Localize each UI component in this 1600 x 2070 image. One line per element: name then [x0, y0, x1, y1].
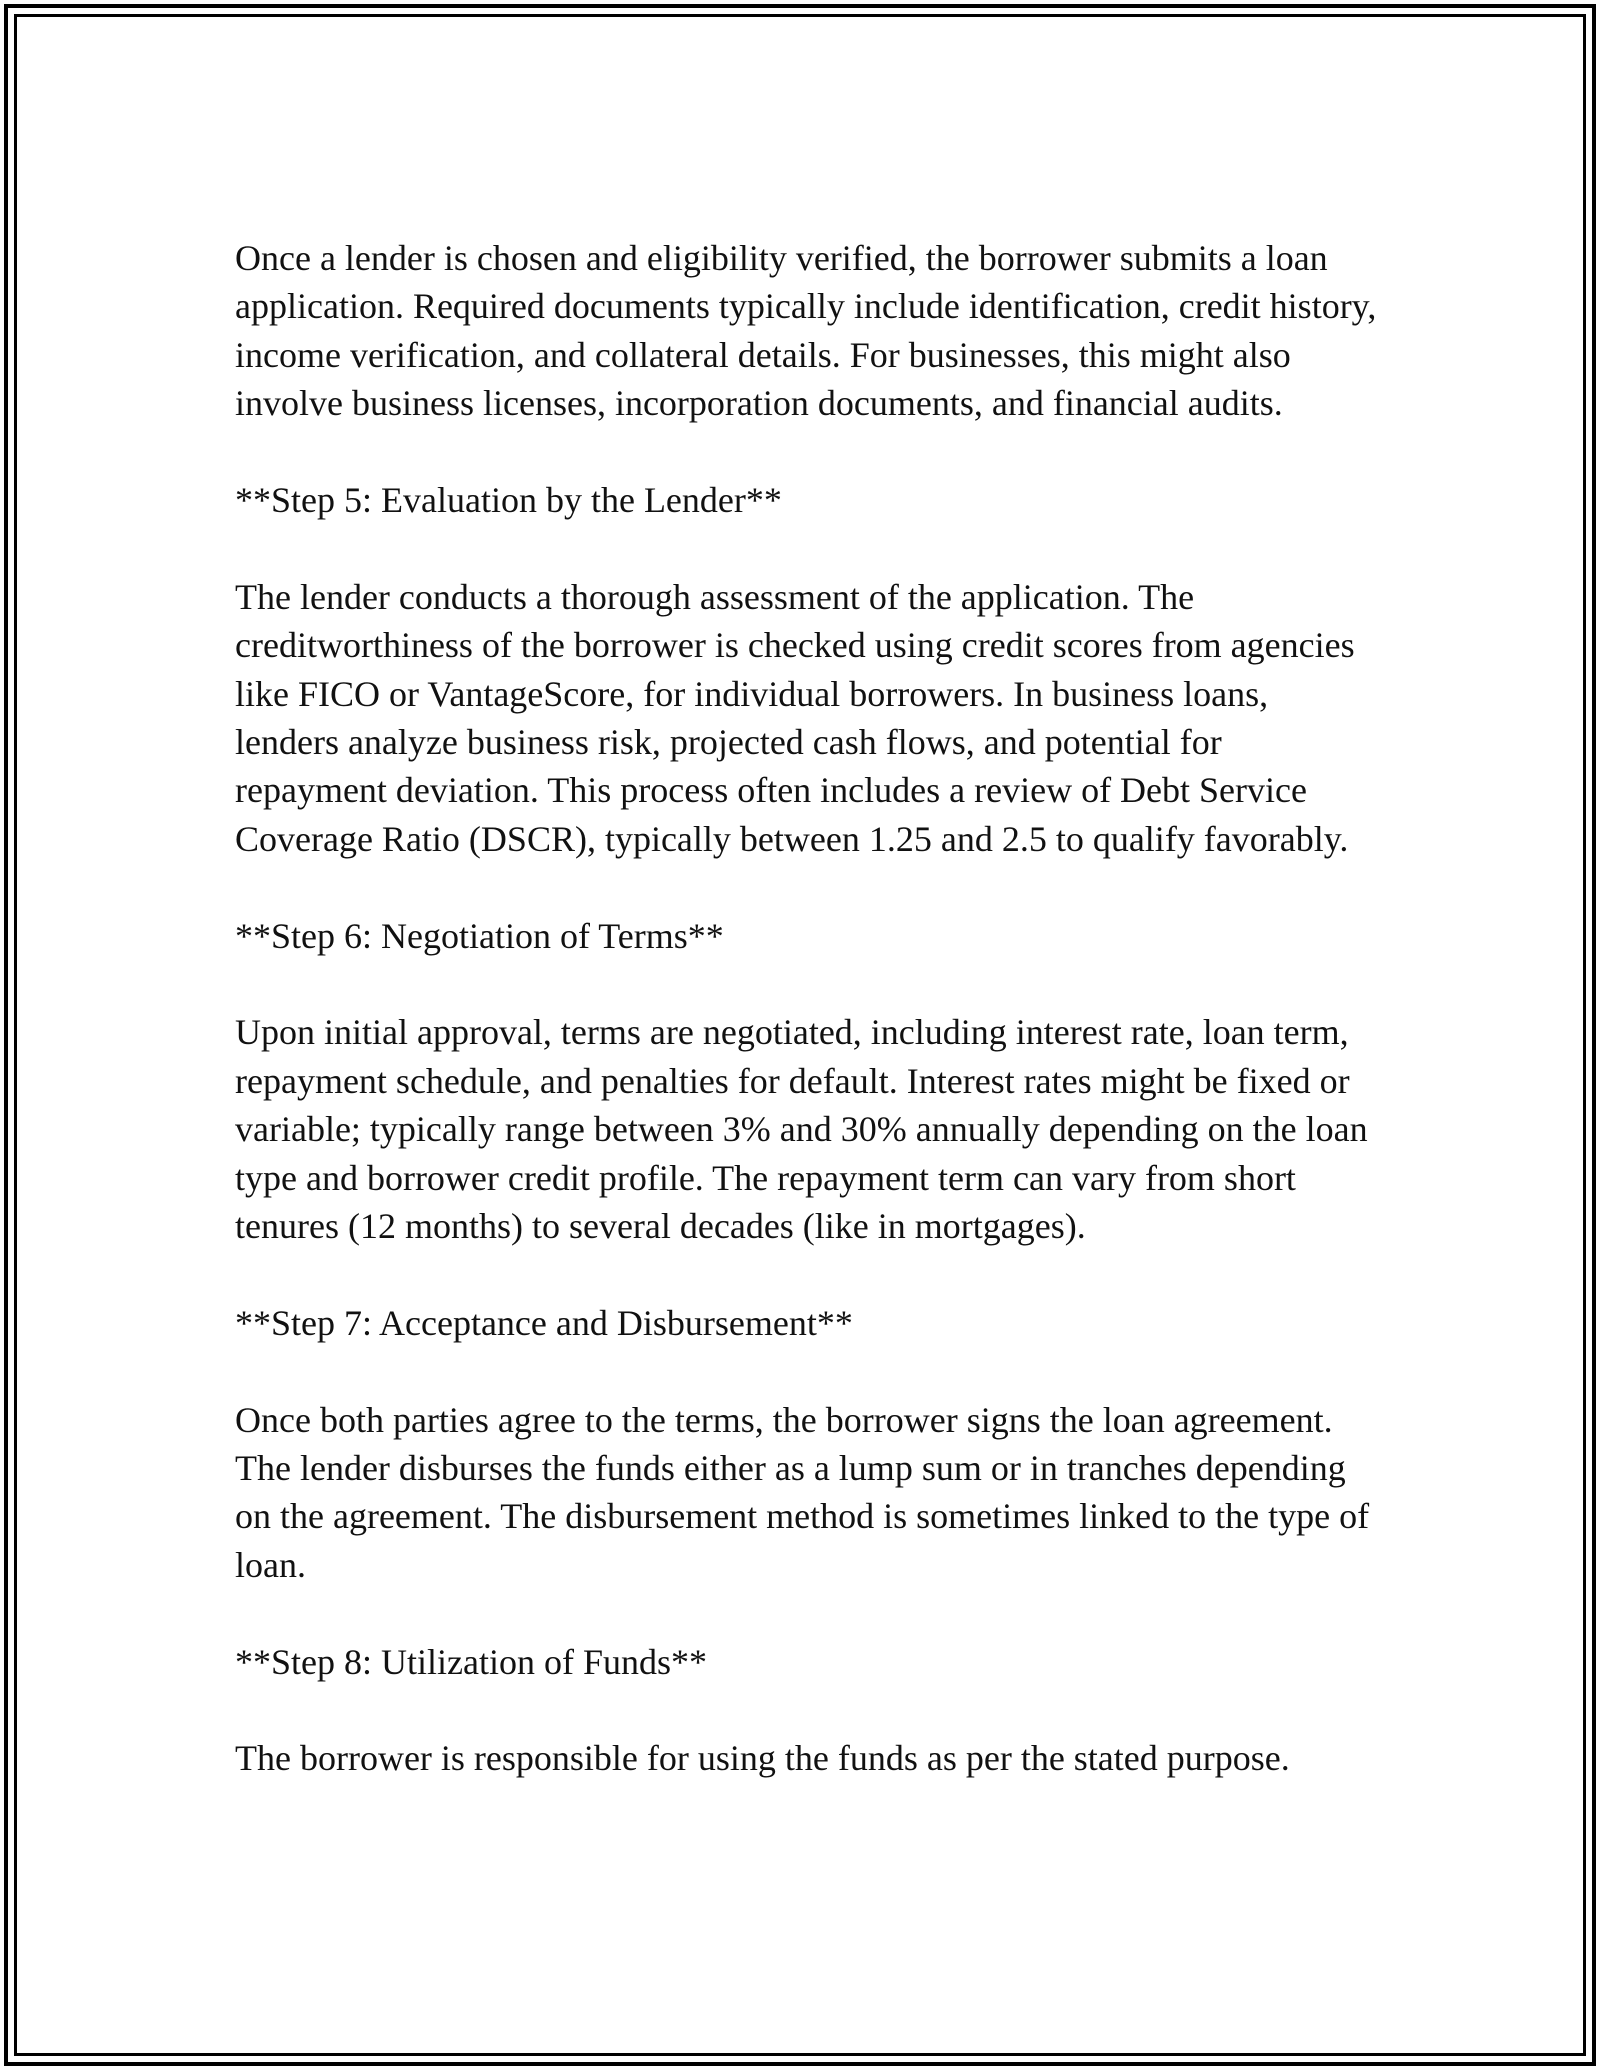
- paragraph-evaluation: The lender conducts a thorough assessment of the application. The creditworthiness of the borrower is checked using credit scores from agencies like FICO or VantageScore, for individual borrowers. In business loans, lenders analyze business risk, projected cash flows, and potential for repayment deviation. This process often includes a review of Debt Service Coverage Ratio (DSCR), typically between 1.25 and 2.5 to qualify favorably.: [235, 576, 1355, 859]
- heading-step-6: **Step 6: Negotiation of Terms**: [235, 915, 724, 956]
- paragraph-disbursement: Once both parties agree to the terms, the borrower signs the loan agreement. The lender disburses the funds either as a lump sum or in tranches depending on the agreement. The disbursement method is sometimes linked to the type of loan.: [235, 1399, 1370, 1585]
- heading-step-7: **Step 7: Acceptance and Disbursement**: [235, 1302, 853, 1343]
- paragraph-utilization: The borrower is responsible for using the funds as per the stated purpose.: [235, 1738, 1290, 1779]
- paragraph-negotiation: Upon initial approval, terms are negotiated, including interest rate, loan term, repayment schedule, and penalties for default. Interest rates might be fixed or variable; typically range between 3% and 30% annually depending on the loan type and borrower credit profile. The repayment term can vary from short tenures (12 months) to several decades (like in mortgages).: [235, 1012, 1368, 1247]
- heading-step-5: **Step 5: Evaluation by the Lender**: [235, 480, 782, 521]
- document-body: [235, 234, 1380, 1831]
- paragraph-application: Once a lender is chosen and eligibility verified, the borrower submits a loan application. Required documents typically include identification, credit history, income verification, and collateral details. For businesses, this might also involve business licenses, incorporation documents, and financial audits.: [235, 238, 1377, 424]
- heading-step-8: **Step 8: Utilization of Funds**: [235, 1641, 707, 1682]
